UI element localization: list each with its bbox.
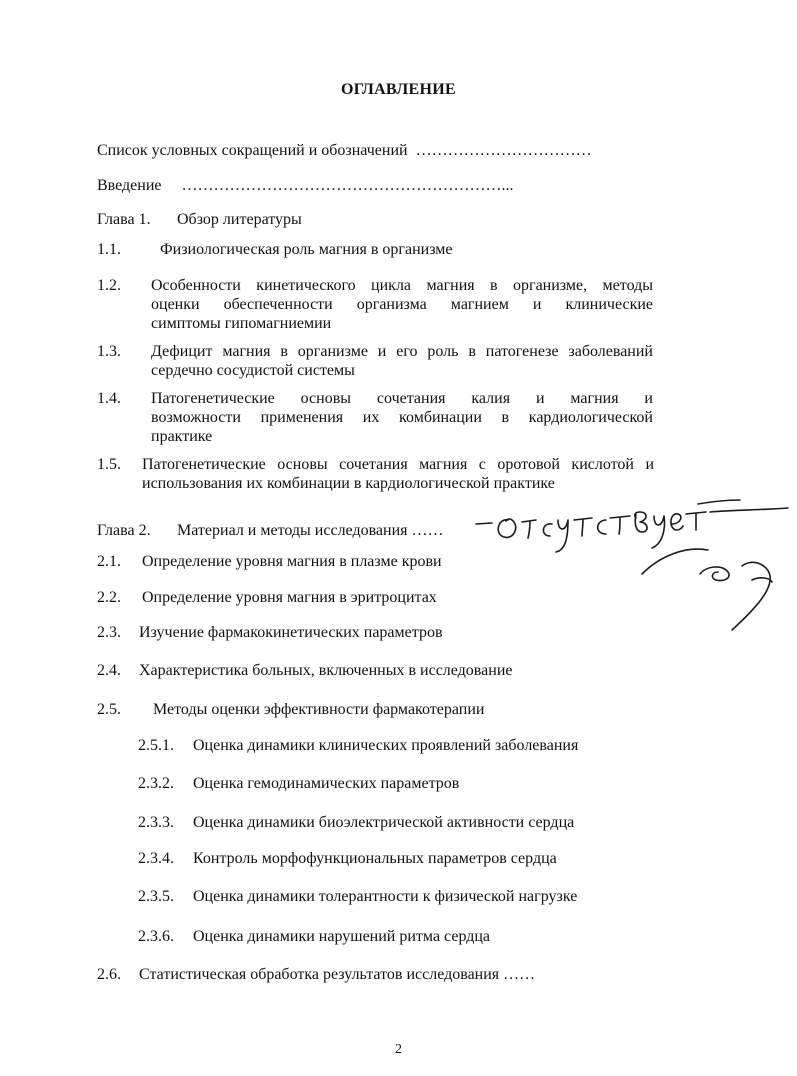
toc-entry-number: 2.5. xyxy=(97,701,121,718)
toc-entry-text: Оценка гемодинамических параметров xyxy=(193,775,460,792)
toc-entry-text: Определение уровня магния в плазме крови xyxy=(142,553,442,570)
toc-entry-line: практике xyxy=(151,428,213,445)
toc-entry-number: 2.2. xyxy=(97,589,121,606)
toc-entry-number: 1.3. xyxy=(97,343,121,360)
toc-entry-line: Особенности кинетического цикла магния в организме, методы xyxy=(151,277,653,294)
toc-entry-number: 2.3.3. xyxy=(138,814,174,831)
toc-entry-label: Материал и методы исследования xyxy=(177,522,408,539)
page-number: 2 xyxy=(395,1042,402,1057)
toc-entry-line: оценки обеспеченности организма магнием и клинические xyxy=(151,296,653,313)
toc-entry-number: Глава 1. xyxy=(97,211,151,228)
toc-entry-number: 2.3.4. xyxy=(138,850,174,867)
toc-entry-number: 2.5.1. xyxy=(138,737,174,754)
toc-entry-abbreviations[interactable] xyxy=(97,141,592,161)
toc-entry-line: Патогенетические основы сочетания магния с оротовой кислотой и xyxy=(142,456,654,473)
toc-entry-line: симптомы гипомагниемии xyxy=(151,315,332,332)
toc-entry-text: Определение уровня магния в эритроцитах xyxy=(142,589,437,606)
toc-entry-text: Оценка динамики клинических проявлений заболевания xyxy=(193,737,579,754)
toc-entry-text: Обзор литературы xyxy=(177,211,302,228)
toc-entry-text: Список условных сокращений и обозначений xyxy=(97,142,408,159)
toc-entry-number: 2.4. xyxy=(97,662,121,679)
toc-entry-line: возможности применения их комбинации в кардиологической xyxy=(151,409,653,426)
toc-entry-number: 2.6. xyxy=(97,966,121,983)
toc-entry-text: Методы оценки эффективности фармакотерапии xyxy=(153,701,485,718)
toc-entry-line: сердечно сосудистой системы xyxy=(151,362,355,379)
toc-entry-line: использования их комбинации в кардиологической практике xyxy=(142,475,555,492)
toc-leader-dots: …… xyxy=(503,966,536,983)
toc-entry-text: Изучение фармакокинетических параметров xyxy=(139,624,443,641)
page-title: ОГЛАВЛЕНИЕ xyxy=(341,81,456,98)
toc-entry-introduction[interactable] xyxy=(97,176,514,196)
toc-leader-dots: ……………………………………………………... xyxy=(181,177,514,194)
toc-entry-number: 2.3.6. xyxy=(138,928,174,945)
handwritten-note-signature xyxy=(470,490,797,640)
toc-entry-number: 2.3.2. xyxy=(138,775,174,792)
toc-entry-number: 1.1. xyxy=(97,241,121,258)
toc-entry-number: 2.1. xyxy=(97,553,121,570)
toc-entry-number: 2.3. xyxy=(97,624,121,641)
toc-entry-number: 1.4. xyxy=(97,390,121,407)
toc-entry-text: Оценка динамики нарушений ритма сердца xyxy=(193,928,491,945)
toc-entry-line: Дефицит магния в организме и его роль в патогенезе заболеваний xyxy=(151,343,653,360)
toc-entry-text: Оценка динамики биоэлектрической активности сердца xyxy=(193,814,575,831)
toc-entry-number: Глава 2. xyxy=(97,522,151,539)
toc-entry-text: Контроль морфофункциональных параметров сердца xyxy=(193,850,557,867)
toc-entry-text xyxy=(177,521,444,541)
toc-entry-number: 2.3.5. xyxy=(138,888,174,905)
toc-entry-line: Патогенетические основы сочетания калия и магния и xyxy=(151,390,653,407)
toc-entry-text: Оценка динамики толерантности к физической нагрузке xyxy=(193,888,578,905)
toc-entry-text xyxy=(139,965,535,985)
toc-entry-text: Введение xyxy=(97,177,162,194)
toc-entry-number: 1.5. xyxy=(97,456,121,473)
toc-entry-text: Характеристика больных, включенных в исследование xyxy=(139,662,513,679)
toc-entry-label: Статистическая обработка результатов исследования xyxy=(139,966,500,983)
toc-entry-text: Физиологическая роль магния в организме xyxy=(160,241,453,258)
toc-leader-dots: …… xyxy=(411,522,444,539)
toc-leader-dots: …………………………… xyxy=(415,142,592,159)
toc-entry-number: 1.2. xyxy=(97,277,121,294)
